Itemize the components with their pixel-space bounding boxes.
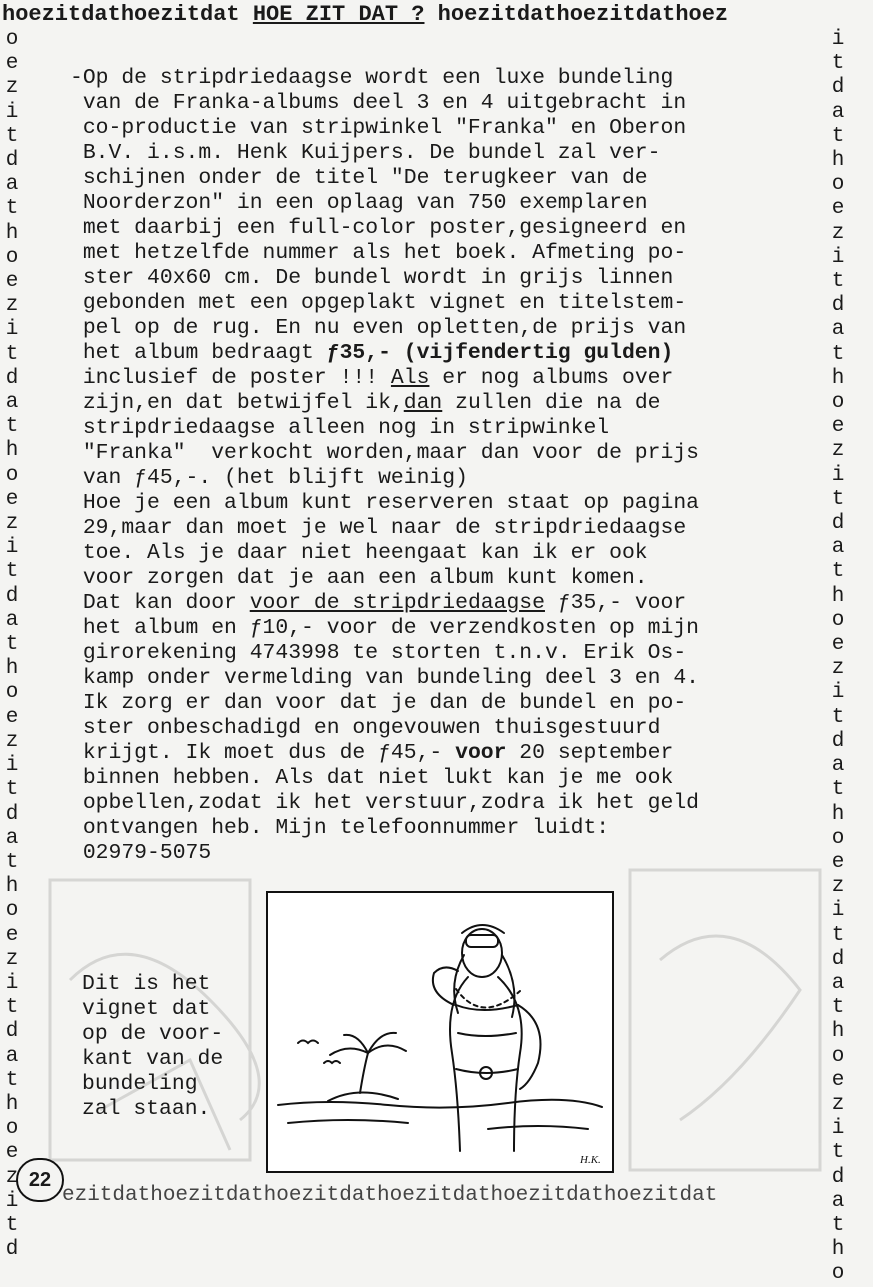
text-run: zijn,en dat betwijfel ik,: [70, 391, 404, 415]
text-run: krijgt. Ik moet dus de ƒ45,-: [70, 741, 456, 765]
text-line: binnen hebben. Als dat niet lukt kan je me ook: [70, 766, 674, 790]
page-number-badge: 22: [16, 1158, 64, 1202]
text-line: Noorderzon" in een oplaag van 750 exemplaren: [70, 191, 648, 215]
text-line: kamp onder vermelding van bundeling deel 3 en 4.: [70, 666, 699, 690]
vignet-drawing: [268, 893, 612, 1171]
artist-signature: H.K.: [580, 1154, 601, 1166]
right-border-text: itdathoezitdathoezitdathoezitdathoezitdathoezitdatho: [831, 28, 845, 1286]
header-prefix: hoezitdathoezitdat: [2, 2, 253, 27]
text-run: ƒ35,- voor: [544, 591, 687, 615]
bold-word: voor: [455, 741, 507, 765]
text-line: "Franka" verkocht worden,maar dan voor de prijs: [70, 441, 699, 465]
header-suffix: hoezitdathoezitdathoez: [424, 2, 729, 27]
text-line: [70, 741, 810, 766]
text-run: 20 september: [506, 741, 674, 765]
caption-line: Dit is het: [82, 972, 211, 996]
text-line: [70, 366, 810, 391]
text-line: [70, 341, 810, 366]
underlined-word: dan: [403, 391, 443, 415]
text-line: B.V. i.s.m. Henk Kuijpers. De bundel zal ver-: [70, 141, 661, 165]
price-bold: ƒ35,- (vijfendertig gulden): [326, 341, 674, 365]
caption-line: vignet dat: [82, 997, 211, 1021]
text-line: ster 40x60 cm. De bundel wordt in grijs linnen: [70, 266, 674, 290]
text-line: 29,maar dan moet je wel naar de stripdriedaagse: [70, 516, 687, 540]
text-line: ster onbeschadigd en ongevouwen thuisgestuurd: [70, 716, 661, 740]
caption-line: bundeling: [82, 1072, 198, 1096]
text-line: toe. Als je daar niet heengaat kan ik er ook: [70, 541, 648, 565]
vignet-illustration: [266, 891, 614, 1173]
underlined-word: Als: [390, 366, 430, 390]
underlined-phrase: voor de stripdriedaagse: [249, 591, 545, 615]
text-line: opbellen,zodat ik het verstuur,zodra ik het geld: [70, 791, 699, 815]
text-run: er nog albums over: [429, 366, 674, 390]
text-line: gebonden met een opgeplakt vignet en titelstem-: [70, 291, 687, 315]
vignet-caption: [82, 972, 272, 1122]
text-line: [70, 391, 810, 416]
text-line: met hetzelfde nummer als het boek. Afmeting po-: [70, 241, 687, 265]
text-line: Ik zorg er dan voor dat je dan de bundel en po-: [70, 691, 687, 715]
article-body: [70, 66, 810, 866]
text-line: [70, 591, 810, 616]
text-line: pel op de rug. En nu even opletten,de prijs van: [70, 316, 687, 340]
left-border-text: oezitdathoezitdathoezitdathoezitdathoezitdathoezitd: [5, 28, 19, 1262]
text-line: -Op de stripdriedaagse wordt een luxe bundeling: [70, 66, 674, 90]
caption-line: zal staan.: [82, 1097, 211, 1121]
text-line: van ƒ45,-. (het blijft weinig): [70, 466, 468, 490]
text-run: inclusief de poster !!!: [70, 366, 391, 390]
text-line: met daarbij een full-color poster,gesigneerd en: [70, 216, 687, 240]
text-line: Hoe je een album kunt reserveren staat op pagina: [70, 491, 699, 515]
text-line: co-productie van stripwinkel "Franka" en Oberon: [70, 116, 687, 140]
text-line: schijnen onder de titel "De terugkeer van de: [70, 166, 648, 190]
text-line: voor zorgen dat je aan een album kunt komen.: [70, 566, 648, 590]
page-header: [2, 2, 862, 28]
text-line: het album en ƒ10,- voor de verzendkosten op mijn: [70, 616, 699, 640]
section-title: HOE ZIT DAT ?: [252, 2, 425, 27]
caption-line: kant van de: [82, 1047, 224, 1071]
text-run: zullen die na de: [442, 391, 661, 415]
phone-number: 02979-5075: [70, 841, 212, 865]
text-run: Dat kan door: [70, 591, 250, 615]
text-line: van de Franka-albums deel 3 en 4 uitgebracht in: [70, 91, 687, 115]
text-run: het album bedraagt: [70, 341, 327, 365]
bottom-border-text: ezitdathoezitdathoezitdathoezitdathoezitdathoezitdat: [62, 1184, 718, 1207]
text-line: stripdriedaagse alleen nog in stripwinkel: [70, 416, 610, 440]
text-line: ontvangen heb. Mijn telefoonnummer luidt:: [70, 816, 610, 840]
caption-line: op de voor-: [82, 1022, 224, 1046]
text-line: girorekening 4743998 te storten t.n.v. Erik Os-: [70, 641, 687, 665]
